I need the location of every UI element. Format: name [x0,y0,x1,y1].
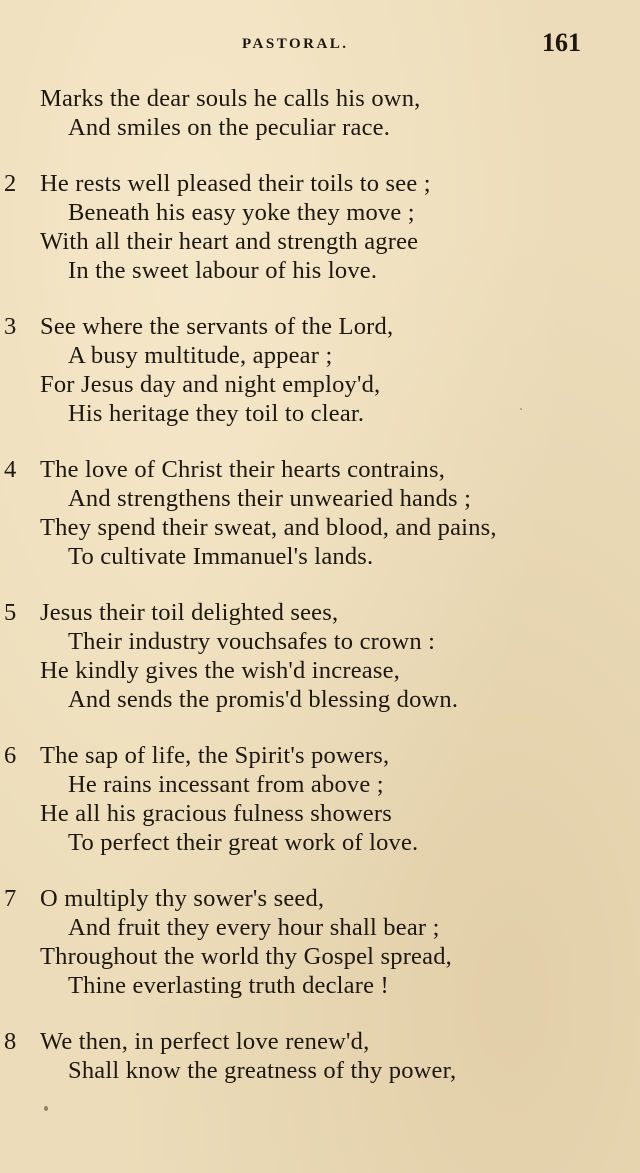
stanza-4 [0,455,640,571]
verse-line: His heritage they toil to clear. [68,400,365,427]
verse-line: For Jesus day and night employ'd, [40,371,381,398]
verse-line: They spend their sweat, and blood, and pains, [40,514,497,541]
stanza-3 [0,312,640,428]
paper-speck [520,408,522,410]
verse-line: In the sweet labour of his love. [68,257,378,284]
stanza-number: 7 [4,885,17,912]
verse-line: The sap of life, the Spirit's powers, [40,742,390,769]
stanza-number: 2 [4,170,17,197]
verse-line: O multiply thy sower's seed, [40,885,325,912]
verse-line: Marks the dear souls he calls his own, [40,85,421,112]
verse-line: And strengthens their unwearied hands ; [68,485,472,512]
verse-line: He rains incessant from above ; [68,771,384,798]
stanza-6 [0,741,640,857]
verse-line: He kindly gives the wish'd increase, [40,657,400,684]
verse-line: The love of Christ their hearts contrains, [40,456,446,483]
stanza-number: 5 [4,599,17,626]
stanza-2 [0,169,640,285]
verse-line: We then, in perfect love renew'd, [40,1028,370,1055]
verse-line: Shall know the greatness of thy power, [68,1057,457,1084]
verse-line: Throughout the world thy Gospel spread, [40,943,452,970]
stanza-8 [0,1027,640,1085]
verse-line: To perfect their great work of love. [68,829,419,856]
stanza-number: 3 [4,313,17,340]
paper-speck [44,1106,48,1111]
verse-line: He rests well pleased their toils to see ; [40,170,431,197]
verse-line: He all his gracious fulness showers [40,800,392,827]
running-title: PASTORAL. [242,36,349,52]
stanza-number: 6 [4,742,17,769]
verse-line: Thine everlasting truth declare ! [68,972,389,999]
verse-line: See where the servants of the Lord, [40,313,394,340]
stanza-number: 8 [4,1028,17,1055]
verse-line: And sends the promis'd blessing down. [68,686,459,713]
verse-line: With all their heart and strength agree [40,228,419,255]
stanza-number: 4 [4,456,17,483]
page-number: 161 [542,28,581,57]
verse-line: And smiles on the peculiar race. [68,114,391,141]
stanza-5 [0,598,640,714]
stanza-1-continued [0,84,640,142]
verse-line: A busy multitude, appear ; [68,342,333,369]
hymn-text [0,84,640,1112]
verse-line: Jesus their toil delighted sees, [40,599,339,626]
verse-line: And fruit they every hour shall bear ; [68,914,440,941]
verse-line: Their industry vouchsafes to crown : [68,628,436,655]
verse-line: Beneath his easy yoke they move ; [68,199,415,226]
verse-line: To cultivate Immanuel's lands. [68,543,374,570]
stanza-7 [0,884,640,1000]
